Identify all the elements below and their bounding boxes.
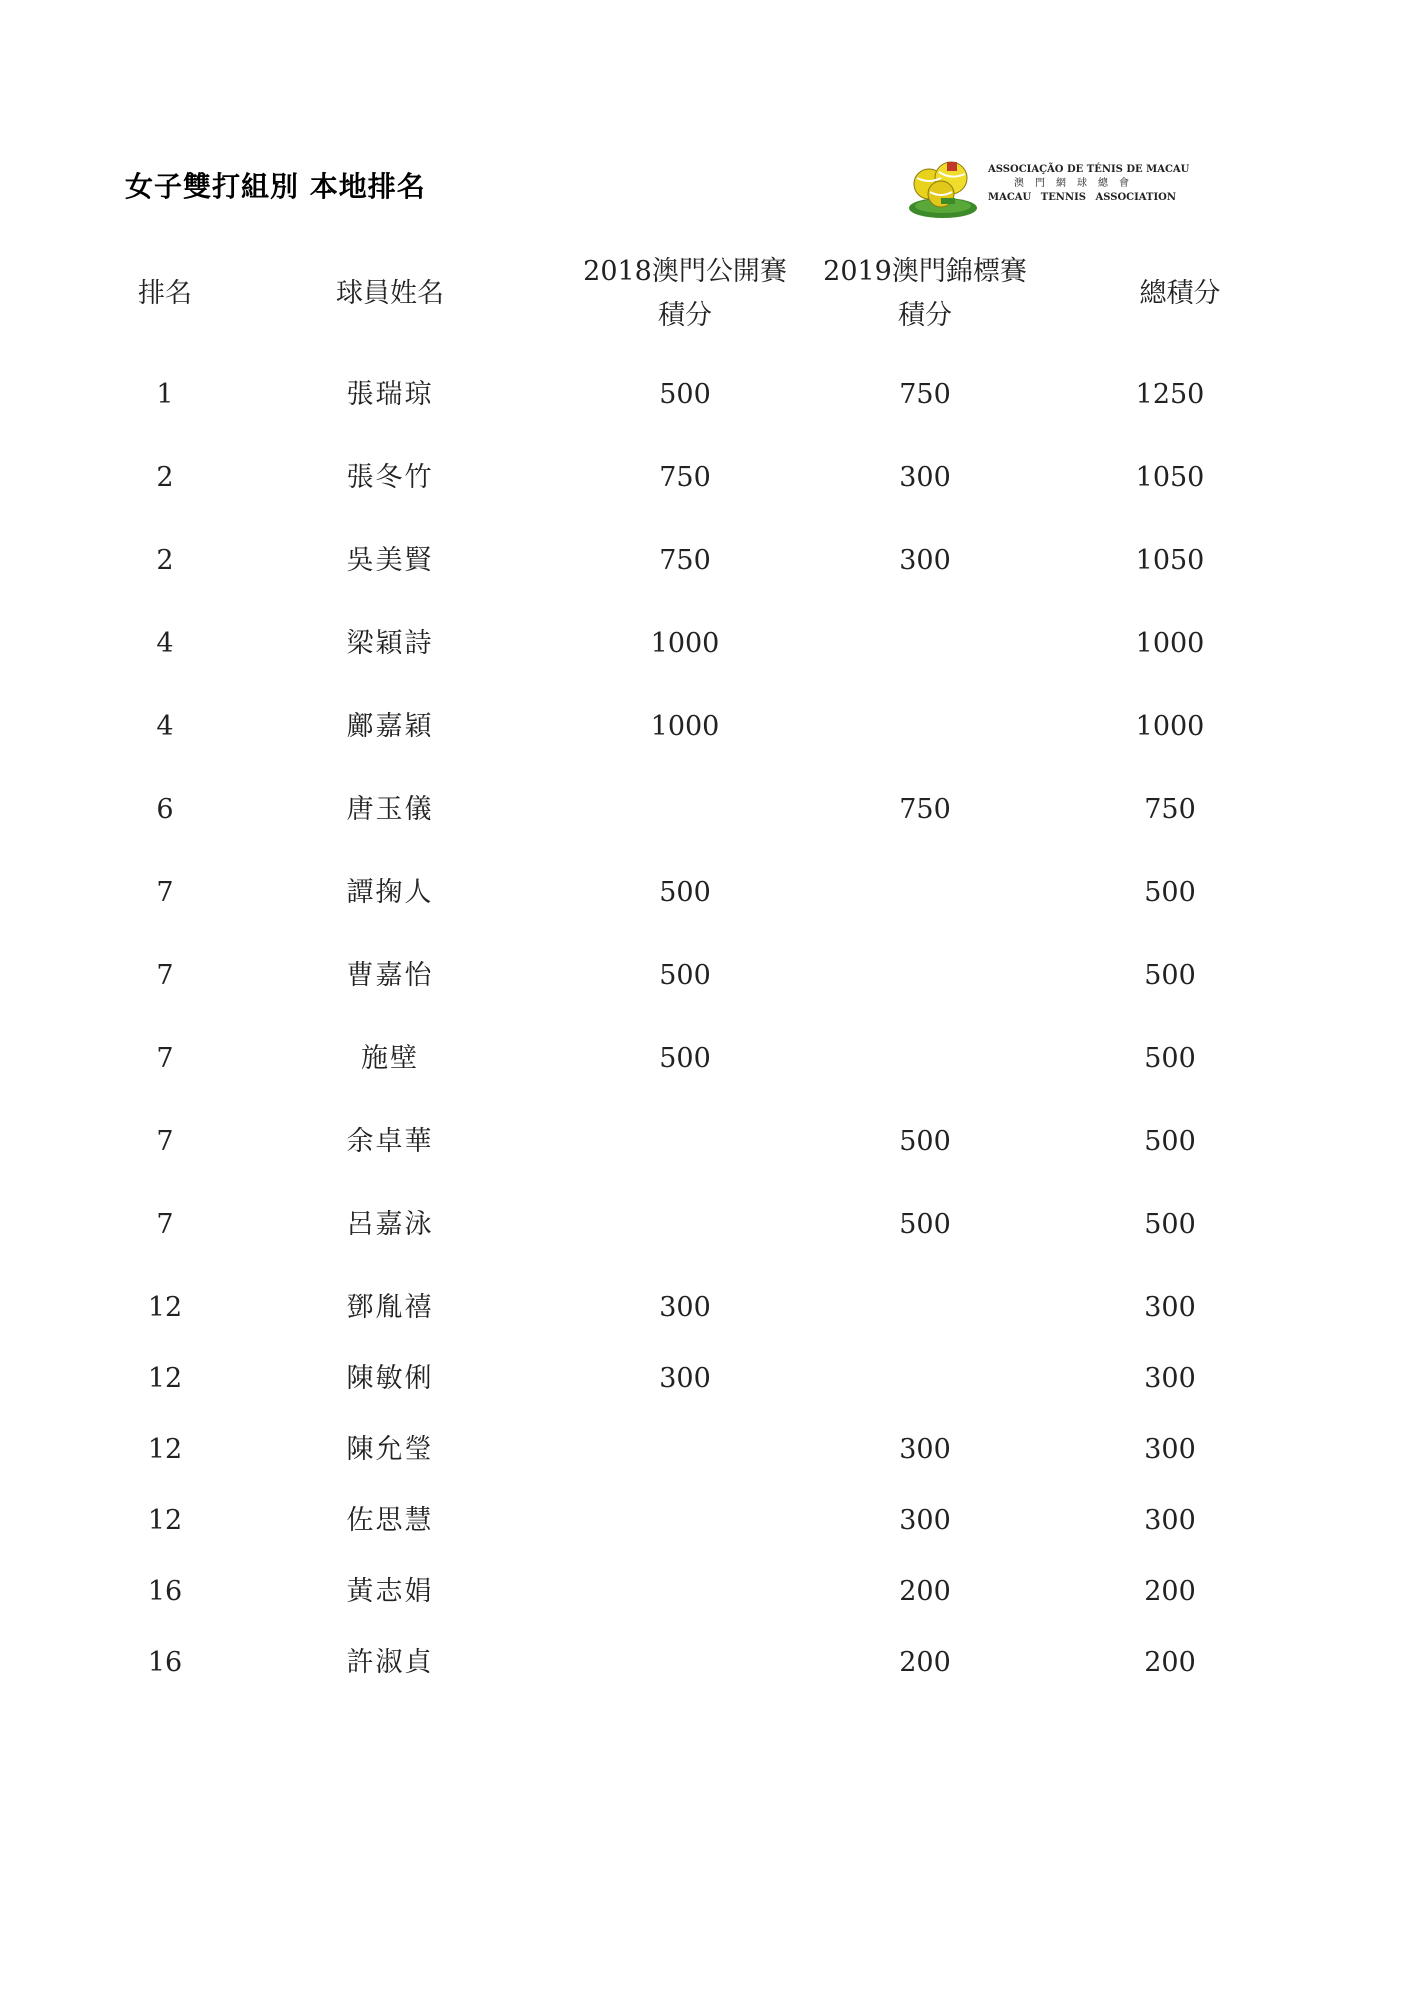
points-2019-cell: 500 [899, 1209, 951, 1240]
header-rank: 排名 [138, 278, 192, 309]
rank-cell: 4 [156, 711, 174, 742]
points-2019-cell: 300 [899, 462, 951, 493]
total-points-cell: 500 [1144, 1209, 1196, 1240]
table-header [0, 250, 1411, 340]
points-2019-cell: 300 [899, 1434, 951, 1465]
association-logo [905, 148, 1205, 220]
rank-cell: 12 [147, 1292, 183, 1323]
total-points-cell: 500 [1144, 1126, 1196, 1157]
rank-cell: 12 [147, 1434, 183, 1465]
points-2019-cell: 300 [899, 1505, 951, 1536]
table-row [0, 1286, 1411, 1357]
logo-text-chinese: 澳門網球總會 [1014, 178, 1140, 189]
total-points-cell: 1050 [1135, 462, 1205, 493]
logo-text-english: MACAU TENNIS ASSOCIATION [988, 192, 1176, 203]
table-row [0, 788, 1411, 871]
player-name-cell: 許淑貞 [346, 1647, 434, 1678]
header-2018-points [565, 250, 805, 338]
player-name-cell: 張冬竹 [346, 462, 434, 493]
total-points-cell: 200 [1144, 1647, 1196, 1678]
rank-cell: 7 [156, 877, 174, 908]
player-name-cell: 施壁 [361, 1043, 419, 1074]
player-name-cell: 鄧胤禧 [346, 1292, 434, 1323]
points-2019-cell: 200 [899, 1576, 951, 1607]
rank-cell: 7 [156, 1043, 174, 1074]
player-name-cell: 呂嘉泳 [346, 1209, 434, 1240]
points-2018-cell: 300 [659, 1363, 711, 1394]
points-2018-cell: 750 [659, 545, 711, 576]
points-2018-cell: 750 [659, 462, 711, 493]
table-row [0, 1428, 1411, 1499]
header-2019-line1: 2019澳門錦標賽 [823, 256, 1027, 287]
ranking-table-body [0, 373, 1411, 1712]
total-points-cell: 500 [1144, 1043, 1196, 1074]
points-2019-cell: 750 [899, 379, 951, 410]
table-row [0, 1203, 1411, 1286]
points-2018-cell: 500 [659, 960, 711, 991]
total-points-cell: 300 [1144, 1363, 1196, 1394]
rank-cell: 7 [156, 960, 174, 991]
tennis-ball-logo-icon [905, 148, 980, 220]
rank-cell: 12 [147, 1363, 183, 1394]
header-player-name: 球員姓名 [336, 278, 444, 309]
points-2019-cell: 300 [899, 545, 951, 576]
table-row [0, 871, 1411, 954]
header-2019-points [805, 250, 1045, 338]
player-name-cell: 梁穎詩 [346, 628, 434, 659]
table-row [0, 1037, 1411, 1120]
points-2019-cell: 200 [899, 1647, 951, 1678]
rank-cell: 12 [147, 1505, 183, 1536]
table-row [0, 622, 1411, 705]
player-name-cell: 吳美賢 [346, 545, 434, 576]
rank-cell: 16 [147, 1576, 183, 1607]
table-row [0, 1499, 1411, 1570]
player-name-cell: 鄺嘉穎 [346, 711, 434, 742]
table-row [0, 1120, 1411, 1203]
player-name-cell: 譚掬人 [346, 877, 434, 908]
points-2018-cell: 1000 [650, 628, 720, 659]
player-name-cell: 陳允瑩 [346, 1434, 434, 1465]
rank-cell: 7 [156, 1126, 174, 1157]
player-name-cell: 黃志娟 [346, 1576, 434, 1607]
total-points-cell: 1050 [1135, 545, 1205, 576]
rank-cell: 1 [156, 379, 174, 410]
player-name-cell: 張瑞琼 [346, 379, 434, 410]
total-points-cell: 200 [1144, 1576, 1196, 1607]
total-points-cell: 300 [1144, 1505, 1196, 1536]
total-points-cell: 1250 [1135, 379, 1205, 410]
rank-cell: 16 [147, 1647, 183, 1678]
table-row [0, 539, 1411, 622]
header-2018-line1: 2018澳門公開賽 [583, 256, 787, 287]
points-2018-cell: 500 [659, 379, 711, 410]
header-2019-line2: 積分 [898, 300, 952, 331]
total-points-cell: 1000 [1135, 711, 1205, 742]
table-row [0, 1570, 1411, 1641]
points-2018-cell: 300 [659, 1292, 711, 1323]
table-row [0, 1641, 1411, 1712]
player-name-cell: 陳敏俐 [346, 1363, 434, 1394]
logo-text-portuguese: ASSOCIAÇÃO DE TÉNIS DE MACAU [988, 164, 1190, 175]
total-points-cell: 1000 [1135, 628, 1205, 659]
table-row [0, 1357, 1411, 1428]
points-2018-cell: 500 [659, 877, 711, 908]
table-row [0, 954, 1411, 1037]
table-row [0, 373, 1411, 456]
rank-cell: 7 [156, 1209, 174, 1240]
points-2018-cell: 500 [659, 1043, 711, 1074]
player-name-cell: 余卓華 [346, 1126, 434, 1157]
points-2018-cell: 1000 [650, 711, 720, 742]
player-name-cell: 佐思慧 [346, 1505, 434, 1536]
rank-cell: 4 [156, 628, 174, 659]
points-2019-cell: 500 [899, 1126, 951, 1157]
rank-cell: 2 [156, 462, 174, 493]
player-name-cell: 曹嘉怡 [346, 960, 434, 991]
rank-cell: 2 [156, 545, 174, 576]
header-total-points: 總積分 [1139, 278, 1221, 309]
header-2018-line2: 積分 [658, 300, 712, 331]
total-points-cell: 300 [1144, 1434, 1196, 1465]
player-name-cell: 唐玉儀 [346, 794, 434, 825]
table-row [0, 705, 1411, 788]
rank-cell: 6 [156, 794, 174, 825]
table-row [0, 456, 1411, 539]
total-points-cell: 300 [1144, 1292, 1196, 1323]
total-points-cell: 750 [1144, 794, 1196, 825]
page-title: 女子雙打組別 本地排名 [125, 170, 426, 203]
total-points-cell: 500 [1144, 877, 1196, 908]
points-2019-cell: 750 [899, 794, 951, 825]
total-points-cell: 500 [1144, 960, 1196, 991]
